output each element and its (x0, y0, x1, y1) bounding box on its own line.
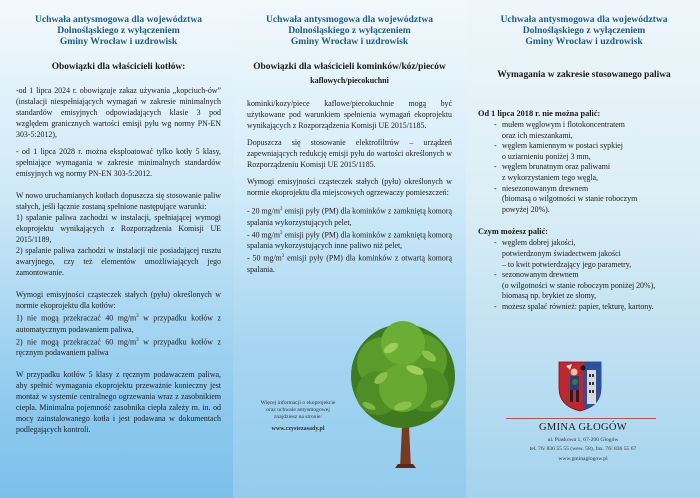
list-item (494, 270, 690, 302)
list-heading: Czym możesz palić: (478, 227, 549, 237)
text: 2) nie mogą przekraczać 60 mg/m (16, 337, 137, 347)
tree-crown (351, 321, 455, 428)
text: - 20 mg/m (247, 206, 280, 216)
header-line-2: Dolnośląskiego z wyłączeniem (522, 25, 646, 36)
list-item-line: (o wilgotności w stanie roboczym poniżej 20%), (502, 280, 656, 290)
text: - 40 mg/m (247, 230, 280, 240)
list-item-line: - węglem dobrej jakości, (502, 238, 576, 248)
list-item (494, 238, 690, 270)
panel-fireplaces (233, 0, 466, 498)
list-item-line: o uziarnieniu poniżej 3 mm, (502, 151, 591, 161)
text: - 50 mg/m (247, 253, 282, 263)
paragraph: Wymogi emisyjności cząsteczek stałych (pyłu) określonych w normie ekoprojektu dla kotłów: (16, 290, 221, 310)
header-line-2: Dolnośląskiego z wyłączeniem (288, 25, 411, 36)
list-item-line: oraz ich mieszankami, (502, 130, 573, 140)
list-item-line: – to kwit potwierdzający jego parametry, (502, 259, 632, 269)
paragraph: - od 1 lipca 2028 r. można eksploatować tylko kotły 5 klasy, spełniające wymagania w zakresie minimalnych standardów emisyjnych wg normy PN-EN 303-5:2012. (16, 147, 221, 178)
more-info (243, 400, 353, 433)
paragraph: kominki/kozy/piece kaflowe/piecokuchnie mogą być użytkowane pod warunkiem spełnienia wymagań ekoprojektu wynikających z Rozporządzenia Komisji UE 2015/1185. (247, 99, 452, 130)
address: ul. Piaskowa 1, 67-200 Głogów (547, 437, 619, 443)
paragraph (16, 335, 221, 359)
list-item-line: - węglem brunatnym oraz paliwami (502, 162, 611, 172)
header-line-2: Dolnośląskiego z wyłączeniem (57, 25, 180, 36)
paragraph: W przypadku kotłów 5 klasy z ręcznym podawaczem paliwa, aby spełnić wymagania ekoprojektu przeważnie konieczny jest montaż w systemie centralnego ogrzewania wraz z zasobnikiem ciepła. Minimalna pojemność zasobnika ciepła zależy m. in. od mocy zainstalowanego kotła i jest podawana w dokumentach podlegających kontroli. (16, 370, 221, 435)
list-item (494, 162, 690, 183)
list-item (494, 120, 690, 141)
list-item-line: - węglem kamiennym w postaci sypkiej (502, 141, 623, 151)
divider (506, 418, 656, 419)
info-line: Więcej informacji o ekoprojekcie (260, 400, 336, 406)
list-item-line: - sezonowanym drewnem (502, 270, 579, 280)
header-line-3: Gminy Wrocław i uzdrowisk (525, 36, 643, 47)
paragraph: W nowo uruchamianych kotłach dopuszcza się stosowanie paliw stałych, jeśli łącznie zostaną spełnione następujące warunki: (16, 191, 221, 211)
paragraph: 1) spalanie paliwa zachodzi w instalacji, spełniającej wymogi ekoprojektu wynikających z Rozporządzenia Komisji UE 2015/1189, (16, 213, 221, 244)
list-item-line: biomasą np. brykiet ze słomy, (502, 291, 597, 301)
paragraph: 2) spalanie paliwa zachodzi w instalacji nie posiadającej rusztu awaryjnego, czy też elementów umożliwiających jego zamontowanie. (16, 246, 221, 277)
website-link[interactable]: www.gminaglogow.pl (558, 456, 608, 462)
website-link[interactable]: www.czystezasady.pl (271, 426, 325, 432)
section-subtitle: kaflowych/piecokuchni (310, 76, 389, 85)
header-line-1: Uchwała antysmogowa dla województwa (265, 14, 434, 25)
allowed-fuels-list (478, 238, 690, 312)
text: w przypadku kotłów z automatycznym podawaniem paliwa, (16, 313, 221, 334)
superscript: 3 (281, 254, 285, 260)
superscript: 3 (136, 337, 139, 343)
info-line: oraz uchwale antysmogowej (266, 407, 330, 413)
list-item-line: potwierdzonym świadectwem jakości (502, 248, 621, 258)
paragraph: -od 1 lipca 2024 r. obowiązuje zakaz używania „kopciuch-ów” (instalacji niespełniających wymagań w zakresie minimalnych standardów emisyjnych odpowiadających klasie 3 pod względem granicznych wartości emisji pyłu wg normy PN-EN 303-5:2012), (16, 86, 221, 139)
phone-fax: tel. 76/ 836 55 55 (wew. 58), fax. 76/ 836 55 67 (529, 446, 637, 452)
glogow-coat-of-arms-icon (557, 360, 603, 412)
list-item (494, 302, 690, 313)
list-item-line: - mułem węglowym i flotokoncentratem (502, 120, 625, 129)
section-title: Obowiązki dla właścicieli kotłów: (51, 62, 186, 72)
list-item (494, 141, 690, 162)
superscript: 3 (279, 207, 283, 212)
paragraph (16, 311, 221, 335)
panel-boilers (0, 0, 233, 498)
forbidden-fuels-list (478, 120, 690, 215)
header-line-3: Gminy Wrocław i uzdrowisk (290, 36, 409, 47)
header-line-3: Gminy Wrocław i uzdrowisk (59, 36, 178, 47)
section-title: Wymagania w zakresie stosowanego paliwa (497, 70, 671, 80)
municipality-name: GMINA GŁOGÓW (539, 422, 627, 433)
text: emisji pyły (PM) dla kominków z zamkniętą komorą spalania wykorzystujących pelet, (247, 206, 452, 227)
section-title: Obowiązki dla właścicieli kominków/kóz/pieców (253, 62, 446, 72)
info-line: znajdziesz na stronie: (273, 414, 323, 420)
list-heading: Od 1 lipca 2018 r. nie można palić: (478, 109, 601, 118)
header-line-1: Uchwała antysmogowa dla województwa (34, 14, 203, 25)
list-item-line: powyżej 20%). (502, 204, 550, 214)
superscript: 3 (136, 314, 139, 319)
tree-illustration (343, 318, 463, 468)
panel-fuel-requirements (466, 0, 700, 498)
list-item-line: (biomasą o wilgotności w stanie roboczym (502, 194, 638, 204)
list-item-line: - niesezonowanym drewnem (502, 183, 589, 193)
list-item (247, 228, 452, 252)
text: emisji pyły (PM) dla kominków z otwartą komorą spalania. (247, 253, 452, 274)
text: emisji pyły (PM) dla kominków z zamkniętą komorą spalania wykorzystujących inne paliwo niż pelet, (247, 230, 452, 251)
list-item (247, 251, 452, 275)
text: w przypadku kotłów z ręcznym podawaniem paliwa (16, 337, 221, 358)
paragraph: Wymogi emisyjności cząsteczek stałych (pyłu) określonych w normie ekoprojektu dla miejscowych ogrzewaczy pomieszczeń: (247, 177, 452, 197)
superscript: 3 (279, 230, 283, 236)
paragraph: Dopuszcza się stosowanie elektrofiltrów – urządzeń zapewniających redukcję emisji pyłu do wartości określonych w Rozporządzeniu Komisji UE 2015/1185. (247, 138, 452, 169)
list-item (494, 184, 690, 216)
list-item-line: z wykorzystaniem tego węgla, (502, 172, 598, 182)
header-line-1: Uchwała antysmogowa dla województwa (500, 14, 668, 25)
text: 1) nie mogą przekraczać 40 mg/m (16, 313, 137, 323)
list-item-line: - możesz spalać również: papier, tekturę, kartony. (502, 301, 654, 311)
list-item (247, 204, 452, 228)
